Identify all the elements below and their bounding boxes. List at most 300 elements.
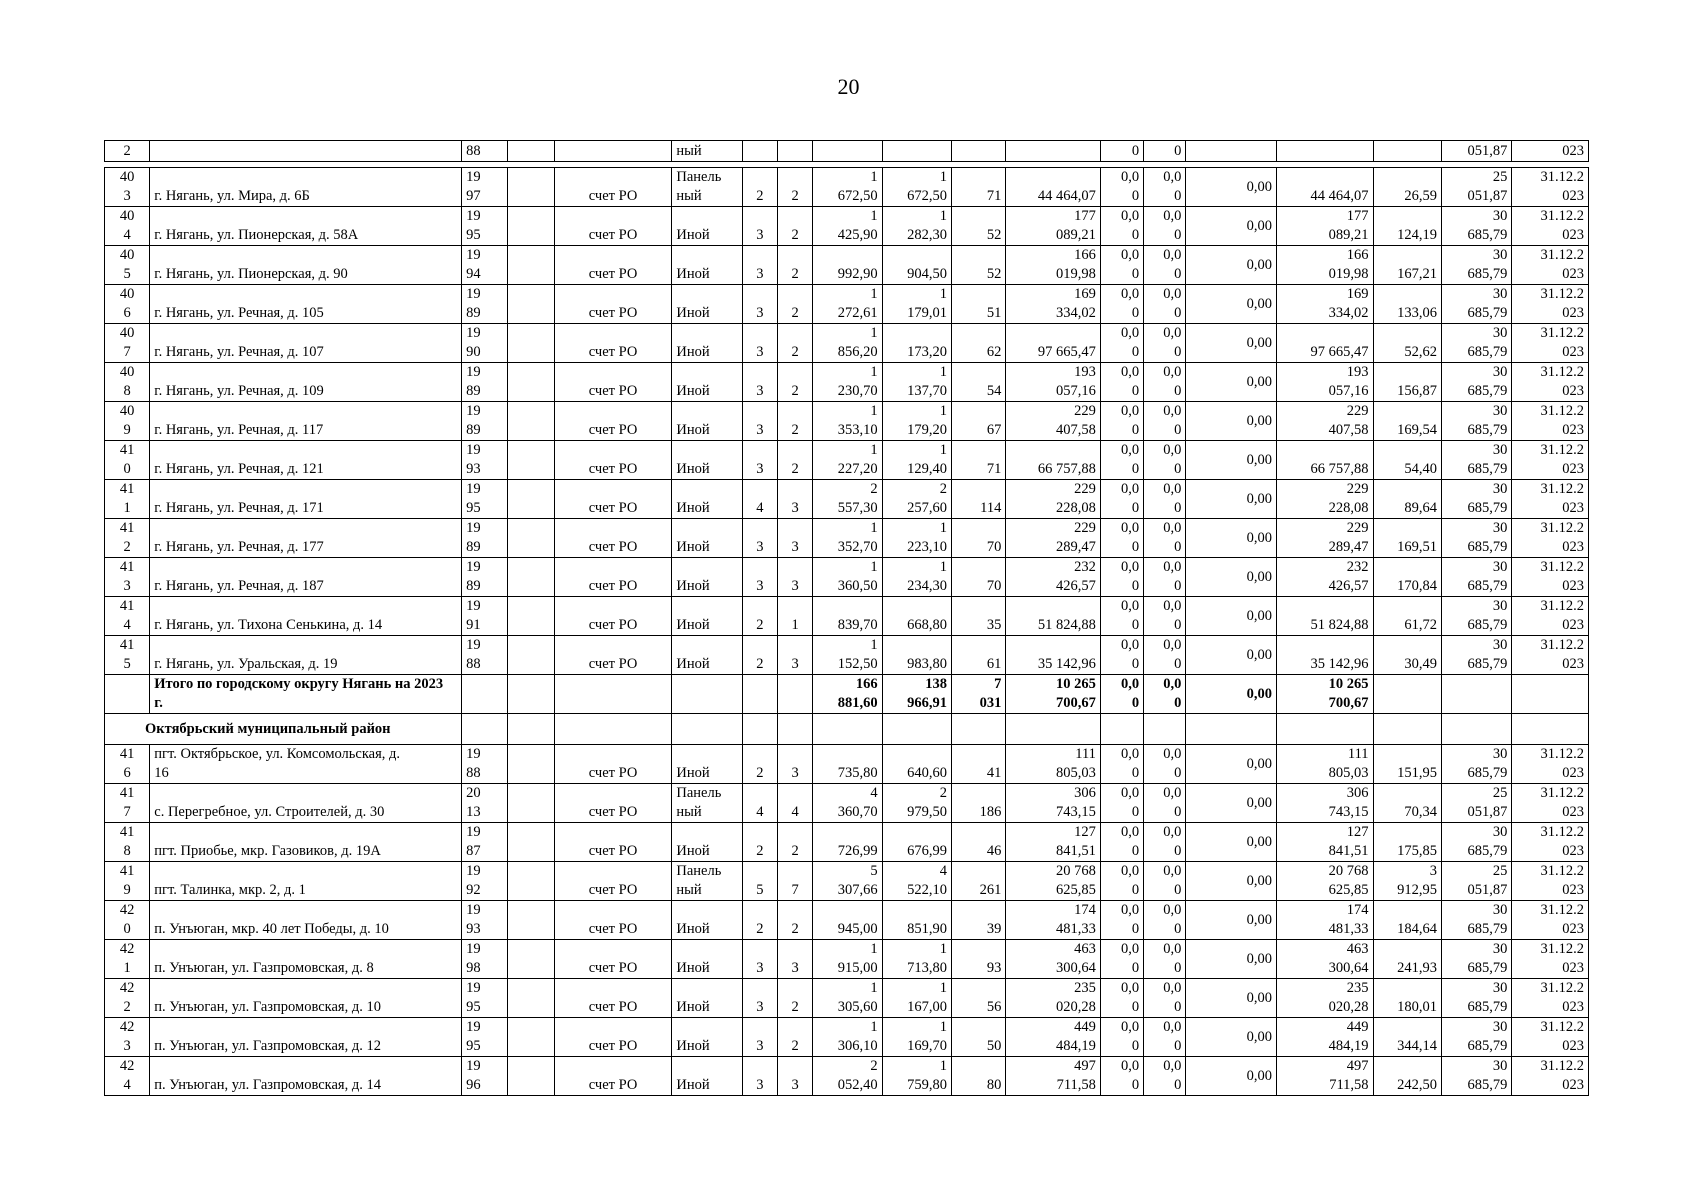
table-cell: 0,0 0	[1144, 441, 1186, 480]
table-cell: г. Нягань, ул. Речная, д. 177	[150, 519, 462, 558]
table-cell: 449 484,19	[1006, 1018, 1101, 1057]
table-cell: 19 87	[462, 823, 508, 862]
table-cell: 66 757,88	[1276, 441, 1373, 480]
table-cell: 5 307,66	[813, 862, 882, 901]
table-cell: счет РО	[554, 246, 672, 285]
table-cell: 166 019,98	[1276, 246, 1373, 285]
total-cell: 138 966,91	[882, 675, 951, 714]
table-cell: 19 89	[462, 519, 508, 558]
table-cell: 0,0 0	[1100, 636, 1143, 675]
table-cell: счет РО	[554, 168, 672, 207]
table-cell	[742, 141, 777, 162]
table-cell: 0,0 0	[1144, 784, 1186, 823]
table-cell: 41	[952, 745, 1006, 784]
table-cell: 0,0 0	[1100, 823, 1143, 862]
table-cell: 1 713,80	[882, 940, 951, 979]
table-cell	[508, 1018, 554, 1057]
table-cell: 40 8	[105, 363, 150, 402]
total-cell: 0,00	[1186, 675, 1277, 714]
table-cell: 0,0 0	[1144, 363, 1186, 402]
empty-cell	[672, 714, 742, 745]
table-cell: счет РО	[554, 784, 672, 823]
table-cell: 2 979,50	[882, 784, 951, 823]
table-cell: 19 88	[462, 636, 508, 675]
table-cell: 0,0 0	[1144, 558, 1186, 597]
table-cell: 3	[778, 636, 813, 675]
table-cell: 35 142,96	[1276, 636, 1373, 675]
table-cell	[508, 363, 554, 402]
table-cell: 0,00	[1186, 940, 1277, 979]
table-cell: 2	[778, 823, 813, 862]
table-row	[105, 979, 1589, 1018]
table-cell: 229 289,47	[1276, 519, 1373, 558]
table-cell: 463 300,64	[1276, 940, 1373, 979]
table-cell: счет РО	[554, 363, 672, 402]
table-cell: п. Унъюган, ул. Газпромовская, д. 10	[150, 979, 462, 1018]
table-cell: г. Нягань, ул. Речная, д. 117	[150, 402, 462, 441]
table-cell: 463 300,64	[1006, 940, 1101, 979]
table-cell: 66 757,88	[1006, 441, 1101, 480]
table-cell	[508, 1057, 554, 1096]
table-cell: 0,00	[1186, 745, 1277, 784]
table-cell: 0	[1100, 141, 1143, 162]
table-cell: 3	[778, 480, 813, 519]
table-cell: 30 685,79	[1441, 519, 1511, 558]
table-cell: 42 0	[105, 901, 150, 940]
table-cell: 1 223,10	[882, 519, 951, 558]
table-cell: 30 685,79	[1441, 1057, 1511, 1096]
table-cell: 41 6	[105, 745, 150, 784]
table-cell: 31.12.2 023	[1512, 1018, 1589, 1057]
table-cell: 70	[952, 519, 1006, 558]
table-cell: 023	[1512, 141, 1589, 162]
table-cell: 241,93	[1373, 940, 1441, 979]
table-cell: 175,85	[1373, 823, 1441, 862]
table-cell: 30 685,79	[1441, 823, 1511, 862]
table-cell: 2	[778, 363, 813, 402]
table-cell: 3	[742, 441, 777, 480]
table-cell: счет РО	[554, 519, 672, 558]
table-cell: 70	[952, 558, 1006, 597]
table-cell: 97 665,47	[1276, 324, 1373, 363]
table-cell: 52	[952, 246, 1006, 285]
table-cell: 31.12.2 023	[1512, 784, 1589, 823]
table-cell: 2	[778, 207, 813, 246]
table-cell: 1 129,40	[882, 441, 951, 480]
table-cell: 19 93	[462, 441, 508, 480]
table-cell: счет РО	[554, 558, 672, 597]
table-cell: 0,0 0	[1100, 480, 1143, 519]
table-cell: 1 306,10	[813, 1018, 882, 1057]
table-cell: 41 9	[105, 862, 150, 901]
table-row	[105, 940, 1589, 979]
table-cell: 19 91	[462, 597, 508, 636]
table-cell: 3	[778, 558, 813, 597]
table-cell: 0,00	[1186, 285, 1277, 324]
table-cell: 30 685,79	[1441, 402, 1511, 441]
total-cell: 0,0 0	[1144, 675, 1186, 714]
table-cell: 30 685,79	[1441, 597, 1511, 636]
table-cell: г. Нягань, ул. Речная, д. 187	[150, 558, 462, 597]
table-cell: 41 2	[105, 519, 150, 558]
table-cell: счет РО	[554, 862, 672, 901]
table-cell: 169 334,02	[1276, 285, 1373, 324]
table-cell: 3	[742, 285, 777, 324]
table-cell: 0,0 0	[1144, 979, 1186, 1018]
table-cell: 39	[952, 901, 1006, 940]
table-cell: 1 915,00	[813, 940, 882, 979]
table-cell: 344,14	[1373, 1018, 1441, 1057]
table-cell: 54	[952, 363, 1006, 402]
table-cell: 449 484,19	[1276, 1018, 1373, 1057]
table-cell: 88	[462, 141, 508, 162]
table-cell: 51 824,88	[1006, 597, 1101, 636]
table-cell: 180,01	[1373, 979, 1441, 1018]
table-cell: 31.12.2 023	[1512, 246, 1589, 285]
table-cell: 2 257,60	[882, 480, 951, 519]
table-cell: 3	[742, 1018, 777, 1057]
table-cell: Иной	[672, 940, 742, 979]
table-cell: 1 352,70	[813, 519, 882, 558]
table-cell: 232 426,57	[1006, 558, 1101, 597]
table-cell: 0,0 0	[1144, 1057, 1186, 1096]
empty-cell	[882, 714, 951, 745]
table-cell: 1 230,70	[813, 363, 882, 402]
table-row	[105, 558, 1589, 597]
table-cell	[508, 940, 554, 979]
table-cell: счет РО	[554, 480, 672, 519]
table-cell: 0,0 0	[1144, 207, 1186, 246]
table-cell: 992,90	[813, 246, 882, 285]
table-cell: 19 88	[462, 745, 508, 784]
table-cell: 839,70	[813, 597, 882, 636]
table-cell: 232 426,57	[1276, 558, 1373, 597]
table-cell: 2	[778, 402, 813, 441]
table-cell: 0,0 0	[1100, 207, 1143, 246]
table-cell: 0,00	[1186, 402, 1277, 441]
table-row	[105, 784, 1589, 823]
table-cell: 229 228,08	[1276, 480, 1373, 519]
table-cell: 31.12.2 023	[1512, 597, 1589, 636]
empty-cell	[508, 714, 554, 745]
table-cell: 30 685,79	[1441, 363, 1511, 402]
table-cell: 31.12.2 023	[1512, 940, 1589, 979]
table-cell: Иной	[672, 979, 742, 1018]
table-cell: 25 051,87	[1441, 168, 1511, 207]
table-cell: 19 89	[462, 363, 508, 402]
table-cell: 0,0 0	[1100, 940, 1143, 979]
table-cell: 4	[742, 480, 777, 519]
table-cell: 0	[1144, 141, 1186, 162]
table-cell: 151,95	[1373, 745, 1441, 784]
total-row	[105, 675, 1589, 714]
table-cell: 30 685,79	[1441, 480, 1511, 519]
empty-cell	[778, 675, 813, 714]
table-cell: 2	[778, 324, 813, 363]
table-cell: 229 407,58	[1276, 402, 1373, 441]
table-cell	[508, 636, 554, 675]
table-cell	[508, 823, 554, 862]
table-cell: 35 142,96	[1006, 636, 1101, 675]
table-row	[105, 141, 1589, 162]
table-cell: 4	[778, 784, 813, 823]
table-cell: 40 4	[105, 207, 150, 246]
table-cell: счет РО	[554, 901, 672, 940]
table-cell: 229 289,47	[1006, 519, 1101, 558]
table-cell: 1 305,60	[813, 979, 882, 1018]
table-cell: 1 672,50	[813, 168, 882, 207]
table-cell: 177 089,21	[1006, 207, 1101, 246]
empty-cell	[554, 714, 672, 745]
table-cell: 166 019,98	[1006, 246, 1101, 285]
table-cell: 3	[742, 402, 777, 441]
table-cell: 19 90	[462, 324, 508, 363]
table-cell	[508, 784, 554, 823]
table-cell: 235 020,28	[1276, 979, 1373, 1018]
table-cell: 127 841,51	[1276, 823, 1373, 862]
table-cell: 1 282,30	[882, 207, 951, 246]
table-cell: 51	[952, 285, 1006, 324]
table-cell: 19 95	[462, 207, 508, 246]
table-cell: 0,00	[1186, 519, 1277, 558]
table-cell	[508, 324, 554, 363]
table-row	[105, 862, 1589, 901]
table-cell: 127 841,51	[1006, 823, 1101, 862]
table-cell: 0,00	[1186, 636, 1277, 675]
table-cell: 56	[952, 979, 1006, 1018]
total-cell: 10 265 700,67	[1276, 675, 1373, 714]
table-cell: 30 685,79	[1441, 324, 1511, 363]
empty-cell	[1144, 714, 1186, 745]
table-row	[105, 441, 1589, 480]
table-cell: г. Нягань, ул. Тихона Сенькина, д. 14	[150, 597, 462, 636]
table-cell: 31.12.2 023	[1512, 441, 1589, 480]
table-cell: Панель ный	[672, 784, 742, 823]
table-cell: 3	[742, 940, 777, 979]
table-cell	[508, 207, 554, 246]
table-cell: счет РО	[554, 597, 672, 636]
table-row	[105, 597, 1589, 636]
table-cell: 0,0 0	[1144, 324, 1186, 363]
table-cell: 31.12.2 023	[1512, 207, 1589, 246]
table-cell: 3	[742, 519, 777, 558]
empty-cell	[105, 675, 150, 714]
table-cell: пгт. Приобье, мкр. Газовиков, д. 19А	[150, 823, 462, 862]
table-cell: 30 685,79	[1441, 901, 1511, 940]
table-row	[105, 324, 1589, 363]
table-cell: 735,80	[813, 745, 882, 784]
table-cell: счет РО	[554, 207, 672, 246]
table-cell: 0,0 0	[1100, 441, 1143, 480]
table-cell	[508, 745, 554, 784]
table-cell: 676,99	[882, 823, 951, 862]
table-cell: 52	[952, 207, 1006, 246]
table-cell: 0,0 0	[1100, 285, 1143, 324]
table-cell: 31.12.2 023	[1512, 519, 1589, 558]
table-cell: 44 464,07	[1276, 168, 1373, 207]
table-cell: счет РО	[554, 636, 672, 675]
table-cell: пгт. Талинка, мкр. 2, д. 1	[150, 862, 462, 901]
table-cell: 3	[742, 558, 777, 597]
table-cell: Иной	[672, 519, 742, 558]
table-cell: 89,64	[1373, 480, 1441, 519]
empty-cell	[462, 714, 508, 745]
table-cell: 111 805,03	[1006, 745, 1101, 784]
table-cell: 31.12.2 023	[1512, 480, 1589, 519]
table-cell: 97 665,47	[1006, 324, 1101, 363]
table-cell: г. Нягань, ул. Речная, д. 121	[150, 441, 462, 480]
table-cell: 1 152,50	[813, 636, 882, 675]
table-cell: 0,0 0	[1144, 940, 1186, 979]
table-cell	[882, 141, 951, 162]
table-cell: 31.12.2 023	[1512, 363, 1589, 402]
table-cell: счет РО	[554, 402, 672, 441]
table-cell: 1 137,70	[882, 363, 951, 402]
table-cell: 3	[742, 979, 777, 1018]
table-cell: 41 7	[105, 784, 150, 823]
table-cell: 945,00	[813, 901, 882, 940]
table-cell: 169,51	[1373, 519, 1441, 558]
total-cell: 166 881,60	[813, 675, 882, 714]
table-cell: Панель ный	[672, 168, 742, 207]
table-cell: 40 3	[105, 168, 150, 207]
table-cell: 2	[742, 636, 777, 675]
table-cell: 70,34	[1373, 784, 1441, 823]
table-cell: 42 4	[105, 1057, 150, 1096]
table-cell: 4 360,70	[813, 784, 882, 823]
table-cell: счет РО	[554, 1057, 672, 1096]
table-cell: 2	[742, 901, 777, 940]
table-cell: 3	[778, 745, 813, 784]
table-cell: 1 169,70	[882, 1018, 951, 1057]
table-cell	[508, 441, 554, 480]
table-row	[105, 207, 1589, 246]
empty-cell	[778, 714, 813, 745]
table-cell: 0,0 0	[1100, 1057, 1143, 1096]
table-cell	[508, 168, 554, 207]
table-row	[105, 246, 1589, 285]
table-cell: 0,00	[1186, 823, 1277, 862]
table-cell	[508, 519, 554, 558]
total-cell: 10 265 700,67	[1006, 675, 1101, 714]
section-row	[105, 714, 1589, 745]
table-cell: г. Нягань, ул. Речная, д. 107	[150, 324, 462, 363]
table-cell: г. Нягань, ул. Речная, д. 109	[150, 363, 462, 402]
empty-cell	[742, 714, 777, 745]
table-cell: Иной	[672, 636, 742, 675]
table-cell: 0,0 0	[1100, 862, 1143, 901]
table-cell: 46	[952, 823, 1006, 862]
table-row	[105, 168, 1589, 207]
table-cell: 31.12.2 023	[1512, 636, 1589, 675]
table-cell: 2	[778, 901, 813, 940]
table-cell	[508, 862, 554, 901]
table-cell: г. Нягань, ул. Мира, д. 6Б	[150, 168, 462, 207]
table-cell: 1 353,10	[813, 402, 882, 441]
table-cell: 30 685,79	[1441, 285, 1511, 324]
table-cell: 62	[952, 324, 1006, 363]
table-cell: 0,00	[1186, 901, 1277, 940]
table-cell: 30 685,79	[1441, 207, 1511, 246]
table-cell: 26,59	[1373, 168, 1441, 207]
table-cell: 3	[742, 324, 777, 363]
table-cell: г. Нягань, ул. Речная, д. 171	[150, 480, 462, 519]
table-cell: 0,00	[1186, 784, 1277, 823]
table-row	[105, 901, 1589, 940]
table-cell: 40 6	[105, 285, 150, 324]
table-cell	[508, 402, 554, 441]
table-cell: 114	[952, 480, 1006, 519]
table-cell: счет РО	[554, 441, 672, 480]
empty-cell	[1373, 675, 1441, 714]
table-cell: Иной	[672, 207, 742, 246]
table-cell: 19 95	[462, 480, 508, 519]
table-cell: п. Унъюган, ул. Газпромовская, д. 14	[150, 1057, 462, 1096]
table-cell: 30,49	[1373, 636, 1441, 675]
table-cell: 50	[952, 1018, 1006, 1057]
table-cell: 2	[778, 168, 813, 207]
table-cell: счет РО	[554, 745, 672, 784]
empty-cell	[952, 714, 1006, 745]
table-cell: 7	[778, 862, 813, 901]
table-cell: ный	[672, 141, 742, 162]
table-cell: 30 685,79	[1441, 745, 1511, 784]
table-cell: 19 89	[462, 558, 508, 597]
table-cell: 193 057,16	[1006, 363, 1101, 402]
table-cell: 3	[742, 1057, 777, 1096]
table-cell: 30 685,79	[1441, 558, 1511, 597]
table-cell: 2	[778, 246, 813, 285]
table-cell: 0,0 0	[1144, 519, 1186, 558]
table-cell: 41 4	[105, 597, 150, 636]
table-cell	[813, 141, 882, 162]
table-cell: Иной	[672, 324, 742, 363]
table-cell: 0,0 0	[1100, 246, 1143, 285]
empty-cell	[508, 675, 554, 714]
table-cell: 4	[742, 784, 777, 823]
table-cell: 3	[742, 246, 777, 285]
empty-cell	[1512, 714, 1589, 745]
table-cell: 497 711,58	[1006, 1057, 1101, 1096]
table-cell: 0,00	[1186, 979, 1277, 1018]
total-cell: 0,0 0	[1100, 675, 1143, 714]
table-cell: 1 234,30	[882, 558, 951, 597]
table-cell: 19 96	[462, 1057, 508, 1096]
table-cell: 1 672,50	[882, 168, 951, 207]
table-cell: 133,06	[1373, 285, 1441, 324]
table-cell: 61	[952, 636, 1006, 675]
table-cell: 111 805,03	[1276, 745, 1373, 784]
table-cell: 1 179,01	[882, 285, 951, 324]
housing-table	[104, 140, 1589, 1096]
table-cell: 0,0 0	[1100, 901, 1143, 940]
table-cell: г. Нягань, ул. Уральская, д. 19	[150, 636, 462, 675]
table-cell	[508, 558, 554, 597]
table-cell: 2	[778, 285, 813, 324]
table-cell: 0,00	[1186, 480, 1277, 519]
table-cell: счет РО	[554, 1018, 672, 1057]
table-cell: 30 685,79	[1441, 979, 1511, 1018]
table-cell: 42 1	[105, 940, 150, 979]
table-cell: 229 407,58	[1006, 402, 1101, 441]
table-cell: 19 93	[462, 901, 508, 940]
table-cell: 0,00	[1186, 862, 1277, 901]
table-cell: 31.12.2 023	[1512, 402, 1589, 441]
table-cell: 31.12.2 023	[1512, 1057, 1589, 1096]
table-cell: 31.12.2 023	[1512, 862, 1589, 901]
table-cell	[778, 141, 813, 162]
table-cell: Панель ный	[672, 862, 742, 901]
